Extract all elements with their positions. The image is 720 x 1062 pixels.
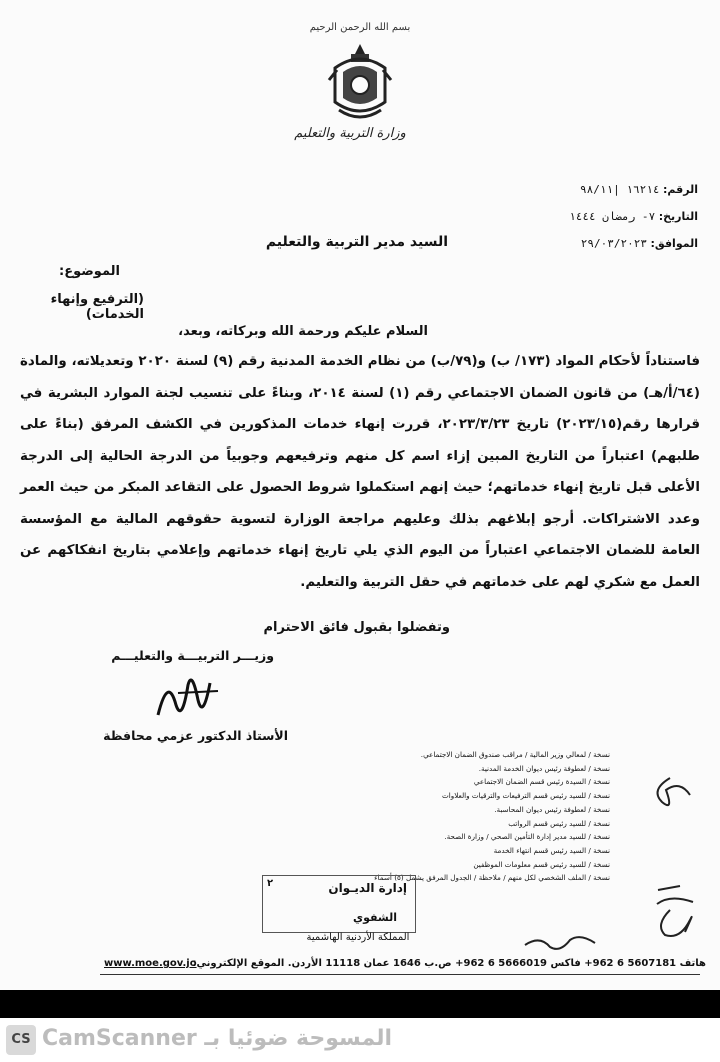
scan-edge bbox=[0, 990, 720, 1018]
handwritten-mark-icon bbox=[640, 770, 700, 820]
copy-item: نسخة / لعطوفة رئيس ديوان الخدمة المدنية. bbox=[478, 763, 610, 773]
registry-stamp bbox=[262, 875, 416, 933]
camscanner-logo-icon: CS bbox=[6, 1025, 36, 1055]
reference-block bbox=[468, 176, 698, 257]
copies-list bbox=[140, 748, 610, 885]
signer-name: الأستاذ الدكتور عزمي محافظة bbox=[103, 728, 288, 743]
ref-date-value: ٧- رمضان ١٤٤٤ bbox=[569, 210, 656, 223]
stamp-line2: الشفوي bbox=[353, 911, 397, 924]
jordan-emblem-icon bbox=[325, 40, 395, 125]
copy-item: نسخة / للسيد رئيس قسم معلومات الموظفين bbox=[473, 859, 610, 869]
ref-equiv-label: الموافق: bbox=[650, 237, 698, 250]
kingdom-footer: المملكة الأردنية الهاشمية bbox=[306, 932, 410, 943]
copy-item: نسخة / لمعالي وزير المالية / مراقب صندوق الضمان الاجتماعي. bbox=[420, 750, 610, 759]
copy-item: نسخة / السيد رئيس قسم انتهاء الخدمة bbox=[493, 845, 610, 855]
subject-label: الموضوع: bbox=[59, 264, 120, 279]
stamp-number: ٢ bbox=[267, 878, 274, 889]
signer-title: وزيـــر التربيـــة والتعليـــم bbox=[111, 648, 274, 663]
copy-item: نسخة / للسيد رئيس قسم الترفيعات والترقيات والعلاوات bbox=[441, 791, 610, 801]
copy-item: نسخة / للسيد مدير إدارة التأمين الصحي / وزارة الصحة. bbox=[444, 832, 610, 842]
ministry-name: وزارة التربية والتعليم bbox=[294, 126, 406, 141]
camscanner-watermark bbox=[0, 1018, 720, 1062]
handwritten-mark-icon bbox=[650, 880, 705, 950]
ref-number-value: ١٦٢١٤ |٩٨/١١ bbox=[580, 183, 660, 196]
ref-date-label: التاريخ: bbox=[658, 210, 698, 223]
ref-number-label: الرقم: bbox=[663, 183, 698, 196]
copy-item: نسخة / للسيد رئيس قسم الرواتب bbox=[508, 818, 610, 828]
letter-body: فاستناداً لأحكام المواد (١٧٣/ ب) و(٧٩/ب) من نظام الخدمة المدنية رقم (٩) لسنة ٢٠٢٠ وتعديلاته، والمادة (٦٤/أ/هـ) من قانون الضمان الاجتماعي رقم (١) لسنة ٢٠١٤، وبناءً على تنسيب لجنة الموارد البشرية في قرارها رقم(٢٠٢٣/١٥) تاريخ ٢٠٢٣/٣/٢٣، قررت إنهاء خدمات المذكورين في الكشف المرفق (بناءً على طلبهم) اعتباراً من التاريخ المبين إزاء اسم كل منهم وترفيعهم وجوبياً من الدرجة الحالية إلى الدرجة الأعلى قبل تاريخ إنهاء خدماتهم؛ حيث إنهم استكملوا شروط الحصول على التقاعد المبكر من حيث العمر وعدد الاشتراكات. أرجو إبلاغهم بذلك وعليهم مراجعة الوزارة لتسوية حقوقهم المالية مع المؤسسة العامة للضمان الاجتماعي اعتباراً من اليوم الذي يلي تاريخ إنهاء خدماتهم وإعلامي بتاريخ انفكاكهم عن العمل مع شكري لهم على خدماتهم في حقل التربية والتعليم. bbox=[20, 354, 701, 590]
basmala: بسم الله الرحمن الرحيم bbox=[309, 22, 411, 33]
subject: (الترفيع وإنهاء الخدمات) bbox=[50, 292, 144, 322]
camscanner-text: المسوحة ضوئيا بـ CamScanner bbox=[42, 1026, 392, 1051]
footer-divider bbox=[100, 974, 700, 975]
copy-item: نسخة / لعطوفة رئيس ديوان المحاسبة. bbox=[494, 804, 610, 814]
signature-icon bbox=[148, 665, 228, 725]
handwritten-mark-icon bbox=[655, 892, 695, 912]
handwritten-mark-icon bbox=[520, 925, 600, 955]
ref-equiv-value: ٢٩/٠٣/٢٠٢٣ bbox=[580, 237, 648, 250]
closing: وتفضلوا بقبول فائق الاحترام bbox=[263, 620, 450, 635]
copy-item: نسخة / السيدة رئيس قسم الضمان الاجتماعي bbox=[473, 777, 610, 787]
website-link[interactable]: www.moe.gov.jo bbox=[104, 958, 197, 969]
footer-address: هاتف 5607181 6 962+ فاكس 5666019 6 962+ ص.ب 1646 عمان 11118 الأردن. الموقع الإلكتروني: bbox=[192, 958, 706, 969]
copy-item: نسخة / الملف الشخصي لكل منهم / ملاحظة / الجدول المرفق يشمل (٥) أسماء bbox=[374, 873, 610, 883]
stamp-line1: إدارة الديـوان bbox=[328, 881, 407, 895]
addressee: السيد مدير التربية والتعليم bbox=[265, 234, 448, 250]
greeting: السلام عليكم ورحمة الله وبركاته، وبعد، bbox=[178, 324, 428, 339]
